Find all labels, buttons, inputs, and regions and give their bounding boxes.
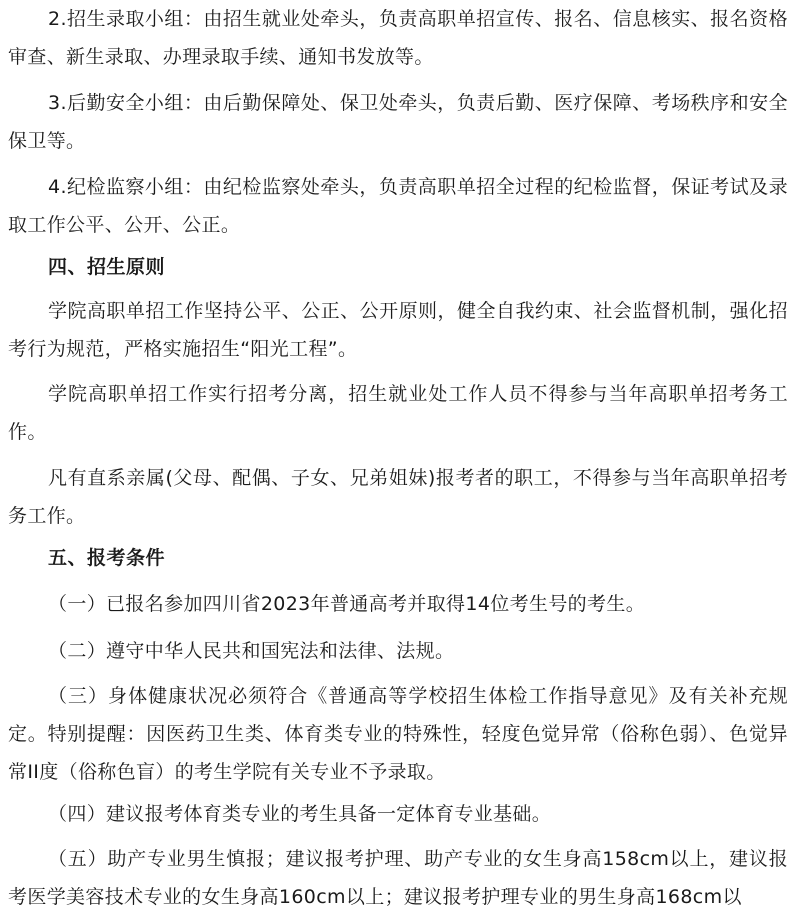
paragraph-condition-5: （五）助产专业男生慎报；建议报考护理、助产专业的女生身高158cm以上，建议报考医学美容技术专业的女生身高160cm以上；建议报考护理专业的男生身高168cm以 <box>8 848 788 908</box>
paragraph-discipline-group: 4.纪检监察小组：由纪检监察处牵头，负责高职单招全过程的纪检监督，保证考试及录取工作公平、公开、公正。 <box>8 176 788 236</box>
paragraph-condition-4: （四）建议报考体育类专业的考生具备一定体育专业基础。 <box>48 803 552 825</box>
paragraph-condition-3: （三）身体健康状况必须符合《普通高等学校招生体检工作指导意见》及有关补充规定。特别提醒：因医药卫生类、体育类专业的特殊性，轻度色觉异常（俗称色弱）、色觉异常II度（俗称色盲）的考生学院有关专业不予录取。 <box>8 685 788 783</box>
paragraph-principle-relatives: 凡有直系亲属(父母、配偶、子女、兄弟姐妹)报考者的职工，不得参与当年高职单招考务工作。 <box>8 467 788 527</box>
paragraph-admission-group: 2.招生录取小组：由招生就业处牵头，负责高职单招宣传、报名、信息核实、报名资格审查、新生录取、办理录取手续、通知书发放等。 <box>8 8 788 68</box>
paragraph-condition-2: （二）遵守中华人民共和国宪法和法律、法规。 <box>48 640 455 662</box>
paragraph-principle-fairness: 学院高职单招工作坚持公平、公正、公开原则，健全自我约束、社会监督机制，强化招考行为规范，严格实施招生“阳光工程”。 <box>8 300 788 360</box>
section-heading-principles: 四、招生原则 <box>48 256 166 278</box>
paragraph-principle-separation: 学院高职单招工作实行招考分离，招生就业处工作人员不得参与当年高职单招考务工作。 <box>8 383 788 443</box>
section-heading-conditions: 五、报考条件 <box>48 547 166 569</box>
paragraph-logistics-group: 3.后勤安全小组：由后勤保障处、保卫处牵头，负责后勤、医疗保障、考场秩序和安全保卫等。 <box>8 92 788 152</box>
paragraph-condition-1: （一）已报名参加四川省2023年普通高考并取得14位考生号的考生。 <box>48 593 646 615</box>
